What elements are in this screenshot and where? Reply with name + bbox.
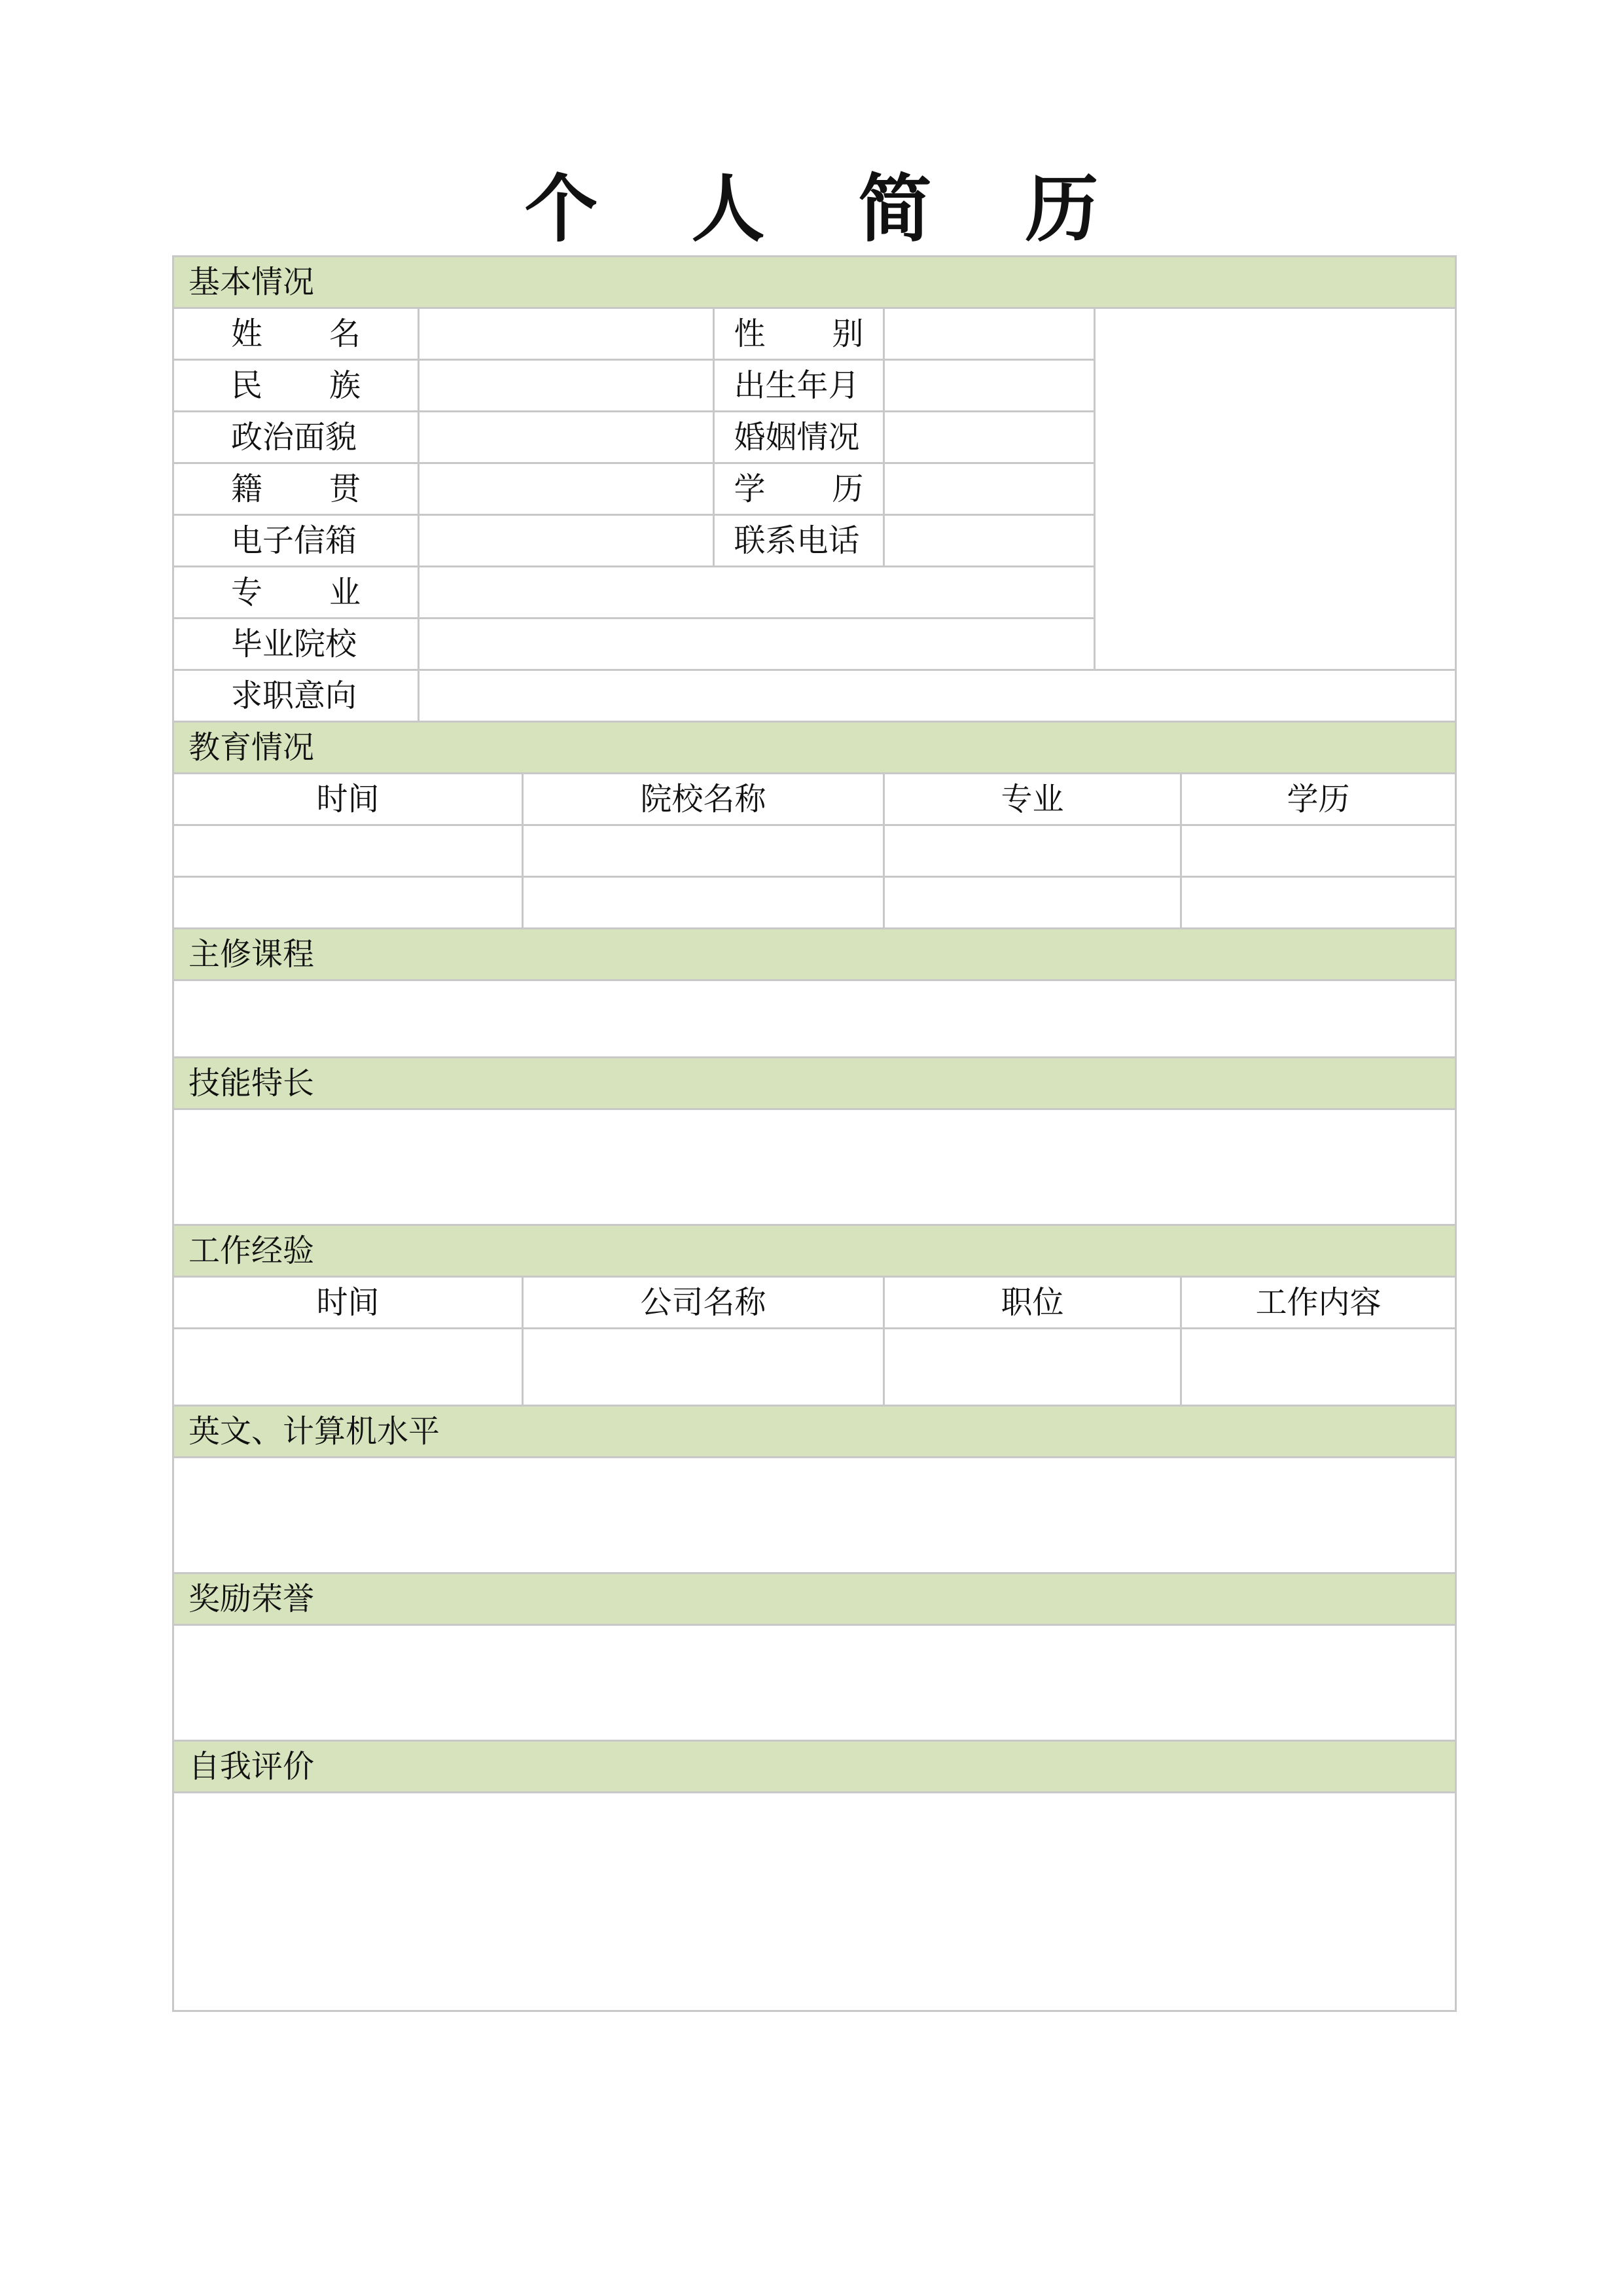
edu-header-major: 专业 (884, 774, 1181, 825)
field-intention[interactable] (419, 670, 1456, 722)
section-education: 教育情况 (173, 722, 1456, 774)
section-courses: 主修课程 (173, 929, 1456, 980)
edu-header-school: 院校名称 (523, 774, 884, 825)
field-political[interactable] (419, 412, 714, 463)
section-basic-info: 基本情况 (173, 257, 1456, 308)
photo-box[interactable] (1095, 308, 1456, 670)
edu-cell[interactable] (173, 877, 523, 929)
self-evaluation-content[interactable] (173, 1793, 1456, 2011)
label-marital: 婚姻情况 (714, 412, 884, 463)
work-header-time: 时间 (173, 1277, 523, 1329)
edu-cell[interactable] (884, 877, 1181, 929)
section-self-evaluation: 自我评价 (173, 1741, 1456, 1793)
field-name[interactable] (419, 308, 714, 360)
label-gender: 性 别 (714, 308, 884, 360)
label-birth: 出生年月 (714, 360, 884, 412)
section-language: 英文、计算机水平 (173, 1406, 1456, 1458)
label-email: 电子信箱 (173, 515, 419, 567)
edu-cell[interactable] (523, 825, 884, 877)
label-native: 籍 贯 (173, 463, 419, 515)
edu-header-degree: 学历 (1181, 774, 1456, 825)
work-header-content: 工作内容 (1181, 1277, 1456, 1329)
courses-content[interactable] (173, 980, 1456, 1058)
section-skills: 技能特长 (173, 1058, 1456, 1109)
work-cell[interactable] (884, 1329, 1181, 1406)
field-birth[interactable] (884, 360, 1095, 412)
field-phone[interactable] (884, 515, 1095, 567)
language-content[interactable] (173, 1458, 1456, 1573)
field-school[interactable] (419, 619, 1095, 670)
label-major: 专 业 (173, 567, 419, 619)
edu-cell[interactable] (173, 825, 523, 877)
edu-cell[interactable] (523, 877, 884, 929)
work-header-company: 公司名称 (523, 1277, 884, 1329)
field-gender[interactable] (884, 308, 1095, 360)
work-cell[interactable] (173, 1329, 523, 1406)
label-phone: 联系电话 (714, 515, 884, 567)
resume-table (172, 255, 1457, 2012)
field-education[interactable] (884, 463, 1095, 515)
work-cell[interactable] (523, 1329, 884, 1406)
label-ethnicity: 民 族 (173, 360, 419, 412)
edu-cell[interactable] (1181, 877, 1456, 929)
work-header-position: 职位 (884, 1277, 1181, 1329)
page-title: 个 人 简 历 (524, 166, 1133, 252)
section-awards: 奖励荣誉 (173, 1573, 1456, 1625)
field-native[interactable] (419, 463, 714, 515)
label-political: 政治面貌 (173, 412, 419, 463)
edu-cell[interactable] (884, 825, 1181, 877)
section-work: 工作经验 (173, 1225, 1456, 1277)
label-education: 学 历 (714, 463, 884, 515)
awards-content[interactable] (173, 1625, 1456, 1741)
edu-cell[interactable] (1181, 825, 1456, 877)
field-email[interactable] (419, 515, 714, 567)
field-ethnicity[interactable] (419, 360, 714, 412)
label-intention: 求职意向 (173, 670, 419, 722)
field-major[interactable] (419, 567, 1095, 619)
edu-header-time: 时间 (173, 774, 523, 825)
field-marital[interactable] (884, 412, 1095, 463)
label-school: 毕业院校 (173, 619, 419, 670)
skills-content[interactable] (173, 1109, 1456, 1225)
work-cell[interactable] (1181, 1329, 1456, 1406)
label-name: 姓 名 (173, 308, 419, 360)
